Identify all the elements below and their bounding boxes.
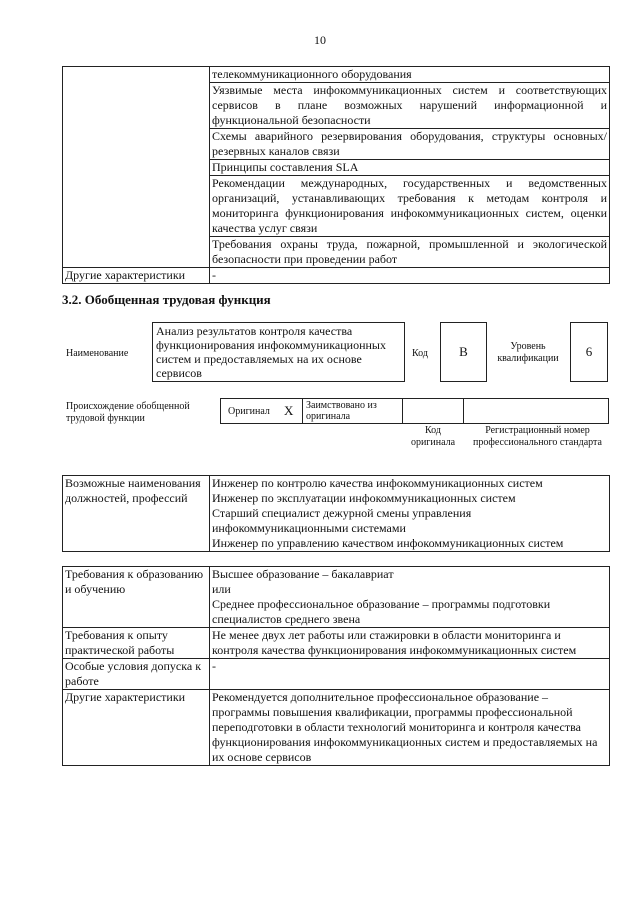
level-label: Уровень квалификации (497, 341, 559, 364)
original-label: Оригинал (228, 406, 270, 417)
knowledge-item: Уязвимые места инфокоммуникационных систем и соответствующих сервисов в плане возможных нарушений информационной и функциональной безопасности (210, 83, 610, 129)
positions-label: Возможные наименования должностей, профессий (63, 476, 210, 552)
function-name: Анализ результатов контроля качества функционирования инфокоммуникационных систем и предоставляемых на их основе сервисов (156, 324, 386, 380)
knowledge-table (62, 66, 610, 284)
positions-table (62, 475, 610, 552)
experience-value: Не менее двух лет работы или стажировки в области мониторинга и контроля качества функционирования инфокоммуникационных систем (210, 628, 610, 659)
section-title: 3.2. Обобщенная трудовая функция (62, 292, 271, 307)
position-item: Старший специалист дежурной смены управления инфокоммуникационными системами (212, 506, 472, 535)
original-mark: X (284, 403, 294, 418)
code-original-caption: Код оригинала (410, 425, 456, 448)
reg-number-cell (463, 398, 609, 424)
knowledge-item: Рекомендации международных, государственных и ведомственных организаций, устанавливающих требования к методам контроля и мониторинга функционирования инфокоммуникационных систем, оценки качества услуг связи (210, 176, 610, 237)
admission-label: Особые условия допуска к работе (63, 659, 210, 690)
page-number: 10 (314, 33, 326, 47)
level-value: 6 (570, 322, 608, 382)
position-item: Инженер по контролю качества инфокоммуникационных систем (212, 476, 543, 490)
experience-label: Требования к опыту практической работы (63, 628, 210, 659)
borrowed-label: Заимствовано из оригинала (306, 400, 377, 422)
education-line: Высшее образование – бакалавриат (212, 567, 394, 581)
original-cell (220, 398, 303, 424)
other-characteristics-value: - (210, 268, 610, 284)
original-code-cell (402, 398, 464, 424)
knowledge-item: Требования охраны труда, пожарной, промышленной и экологической безопасности при проведении работ (210, 237, 610, 268)
education-line: или (212, 582, 231, 596)
other-value: Рекомендуется дополнительное профессиональное образование – программы повышения квалификации, программы профессиональной переподготовки в области технологий мониторинга и контроля качества функционирования инфокоммуникационных систем и предоставляемых на их основе сервисов (210, 690, 610, 766)
borrowed-cell (302, 398, 403, 424)
position-item: Инженер по управлению качеством инфокоммуникационных систем (212, 536, 564, 550)
code-value: B (440, 322, 487, 382)
knowledge-item: Схемы аварийного резервирования оборудования, структуры основных/резервных каналов связи (210, 129, 610, 160)
requirements-table (62, 566, 610, 766)
name-label: Наименование (66, 348, 129, 359)
knowledge-item: Принципы составления SLA (210, 160, 610, 176)
knowledge-item: телекоммуникационного оборудования (210, 67, 610, 83)
reg-number-caption: Регистрационный номер профессионального стандарта (473, 425, 602, 448)
admission-value: - (210, 659, 610, 690)
education-value (210, 567, 610, 628)
other-label: Другие характеристики (63, 690, 210, 766)
origin-label: Происхождение обобщенной трудовой функции (66, 401, 190, 424)
code-label: Код (412, 348, 428, 359)
empty-label-cell (63, 67, 210, 268)
education-label: Требования к образованию и обучению (63, 567, 210, 628)
other-characteristics-label: Другие характеристики (63, 268, 210, 284)
positions-list (210, 476, 610, 552)
function-name-box (152, 322, 405, 382)
position-item: Инженер по эксплуатации инфокоммуникационных систем (212, 491, 516, 505)
education-line: Среднее профессиональное образование – программы подготовки специалистов среднего звена (212, 597, 551, 626)
